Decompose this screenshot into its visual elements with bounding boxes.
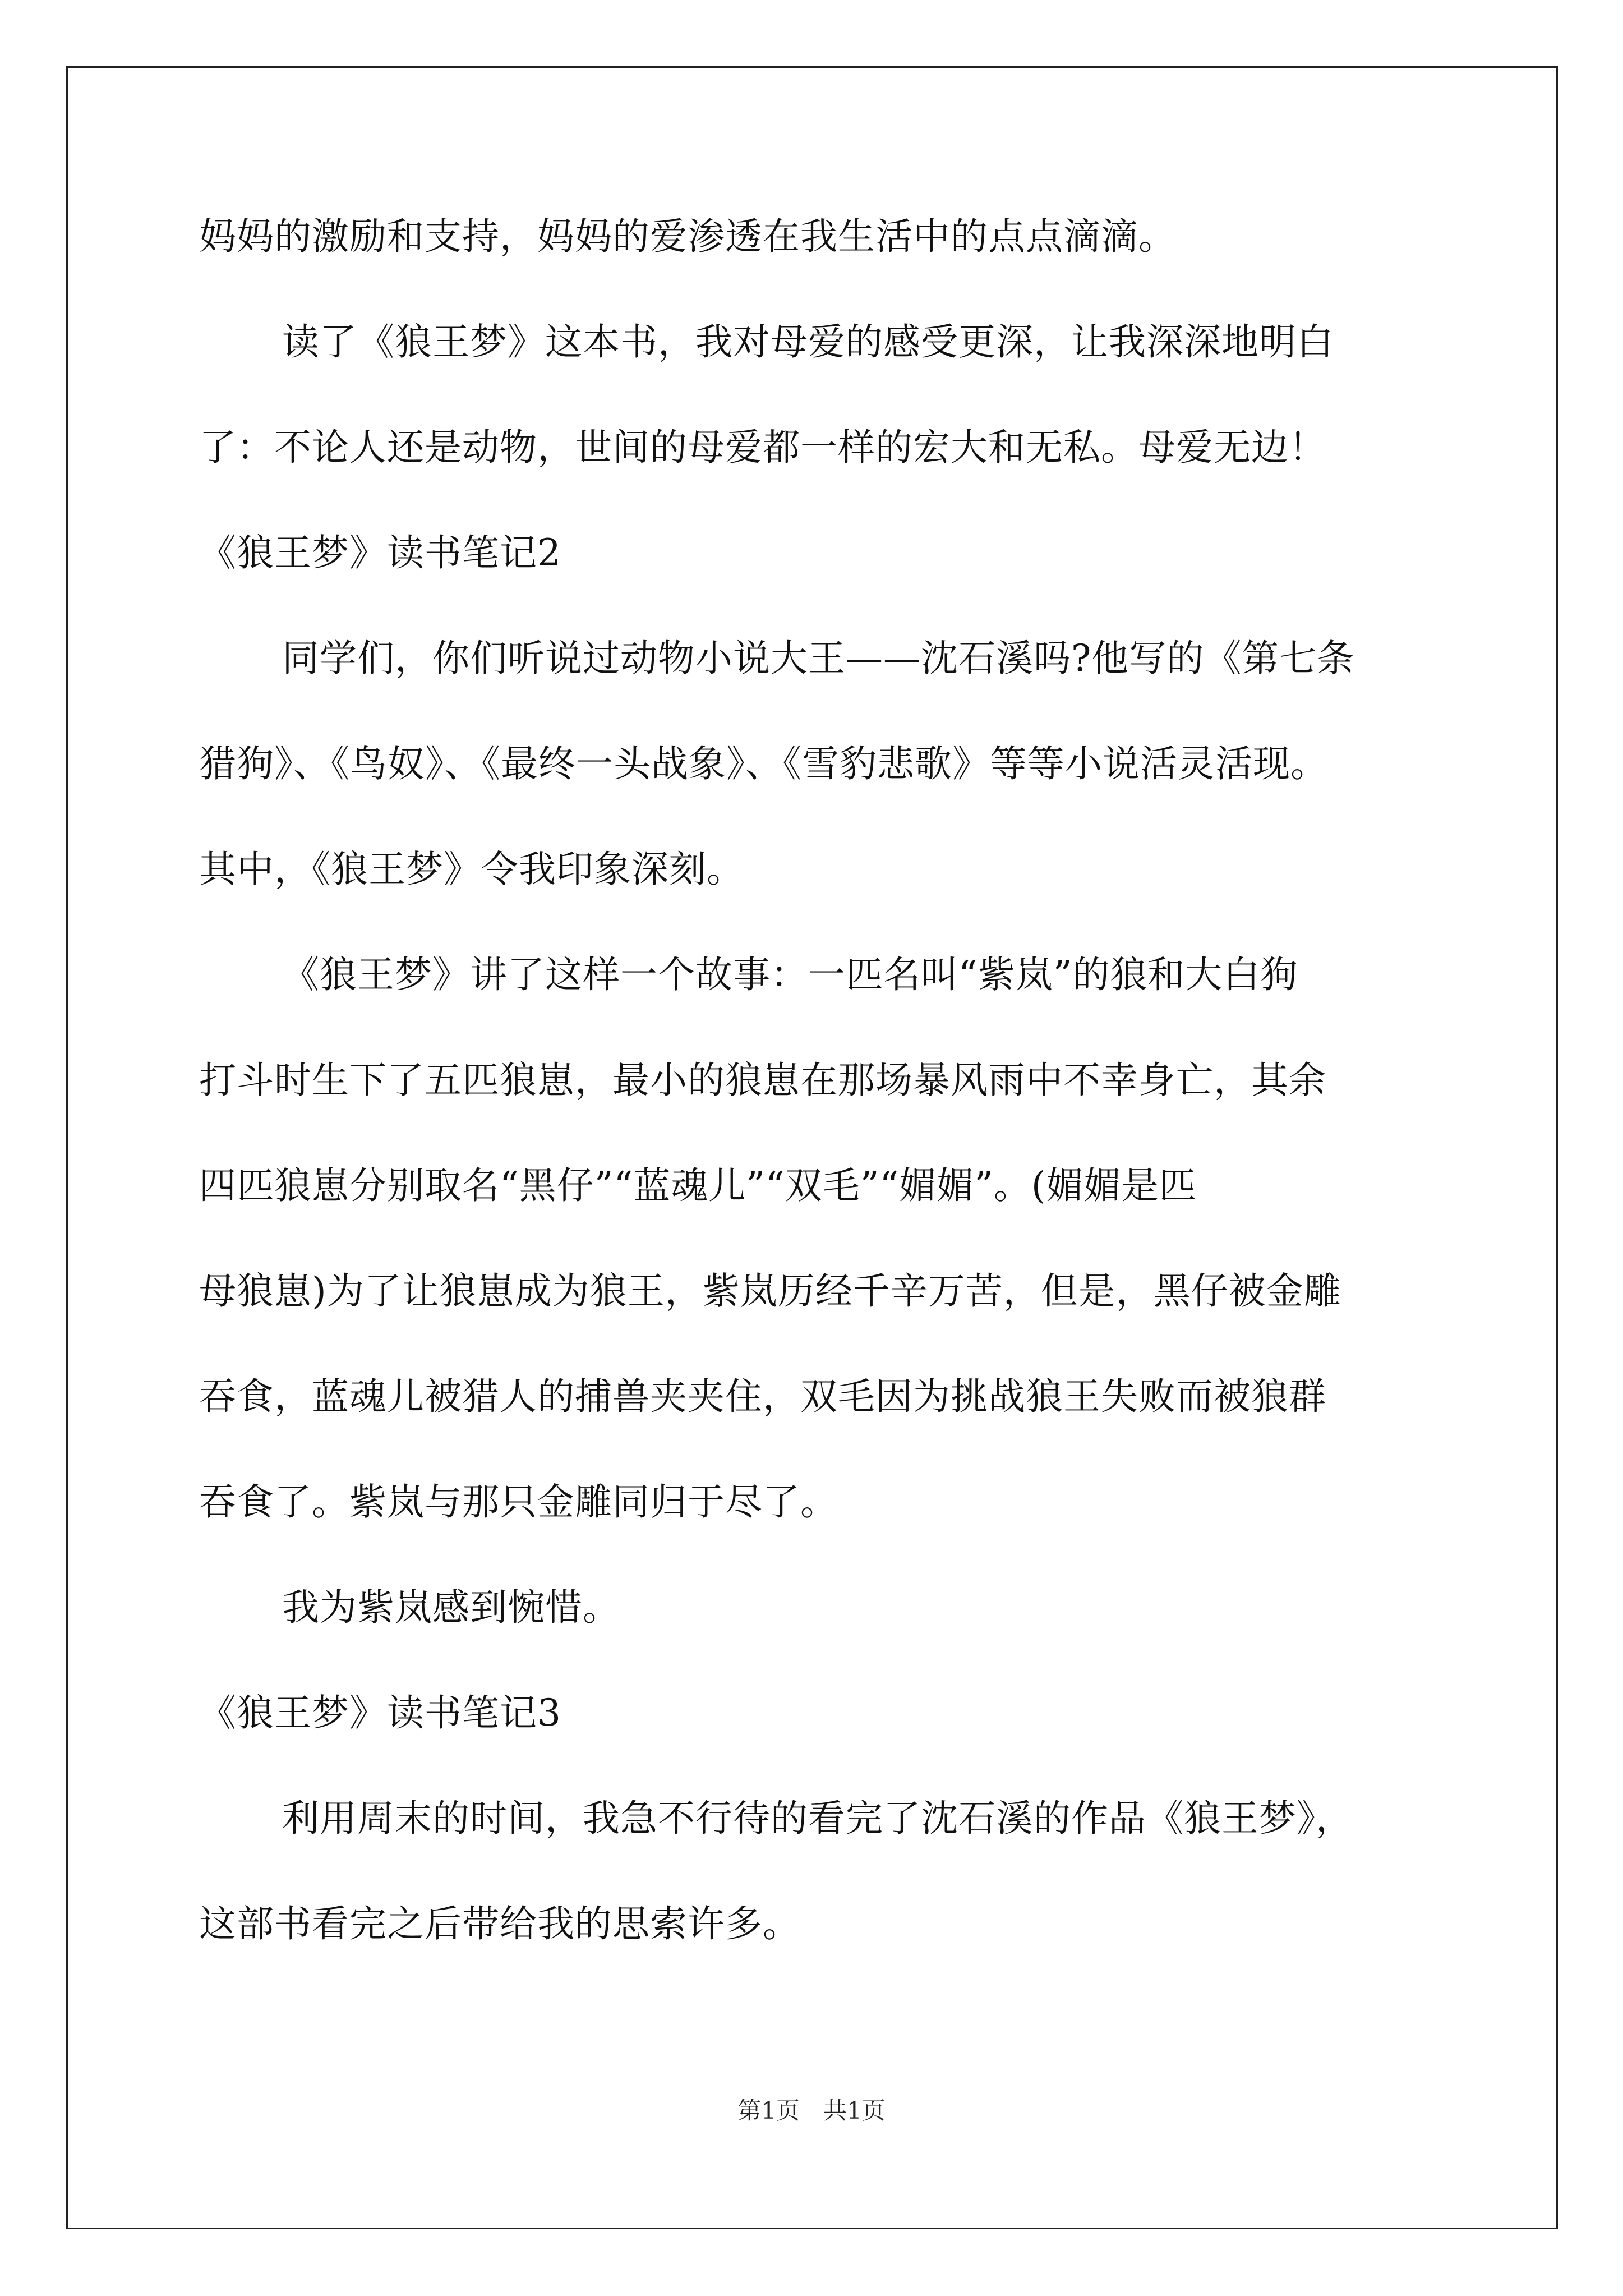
text-line: 我为紫岚感到惋惜。 [282,1586,620,1629]
text-line: 读了《狼王梦》这本书，我对母爱的感受更深，让我深深地明白 [282,320,1334,364]
text-line: 吞食了。紫岚与那只金雕同归于尽了。 [199,1480,838,1524]
document-body [199,210,1450,2003]
section-heading: 《狼王梦》读书笔记2 [199,531,561,574]
text-line: 四匹狼崽分别取名“黑仔”“蓝魂儿”“双毛”“媚媚”。(媚媚是匹 [199,1164,1197,1207]
text-line: 吞食，蓝魂儿被猎人的捕兽夹夹住，双毛因为挑战狼王失败而被狼群 [199,1375,1326,1418]
page-footer: 第1页 共1页 [737,2097,886,2124]
text-line: 猎狗》、《鸟奴》、《最终一头战象》、《雪豹悲歌》等等小说活灵活现。 [199,742,1328,785]
text-line: 打斗时生下了五匹狼崽，最小的狼崽在那场暴风雨中不幸身亡，其余 [199,1059,1326,1102]
text-line: 《狼王梦》讲了这样一个故事：一匹名叫“紫岚”的狼和大白狗 [282,953,1298,996]
text-line: 利用周末的时间，我急不行待的看完了沈石溪的作品《狼王梦》， [282,1797,1353,1840]
section-heading: 《狼王梦》读书笔记3 [199,1691,561,1734]
text-line: 了：不论人还是动物，世间的母爱都一样的宏大和无私。母爱无边！ [199,426,1326,469]
text-line: 这部书看完之后带给我的思索许多。 [199,1902,800,1945]
text-line: 同学们，你们听说过动物小说大王——沈石溪吗?他写的《第七条 [282,637,1355,680]
text-line: 妈妈的激励和支持，妈妈的爱渗透在我生活中的点点滴滴。 [199,215,1176,258]
text-line: 其中，《狼王梦》令我印象深刻。 [199,848,744,891]
text-line: 母狼崽)为了让狼崽成为狼王，紫岚历经千辛万苦，但是，黑仔被金雕 [199,1269,1341,1313]
